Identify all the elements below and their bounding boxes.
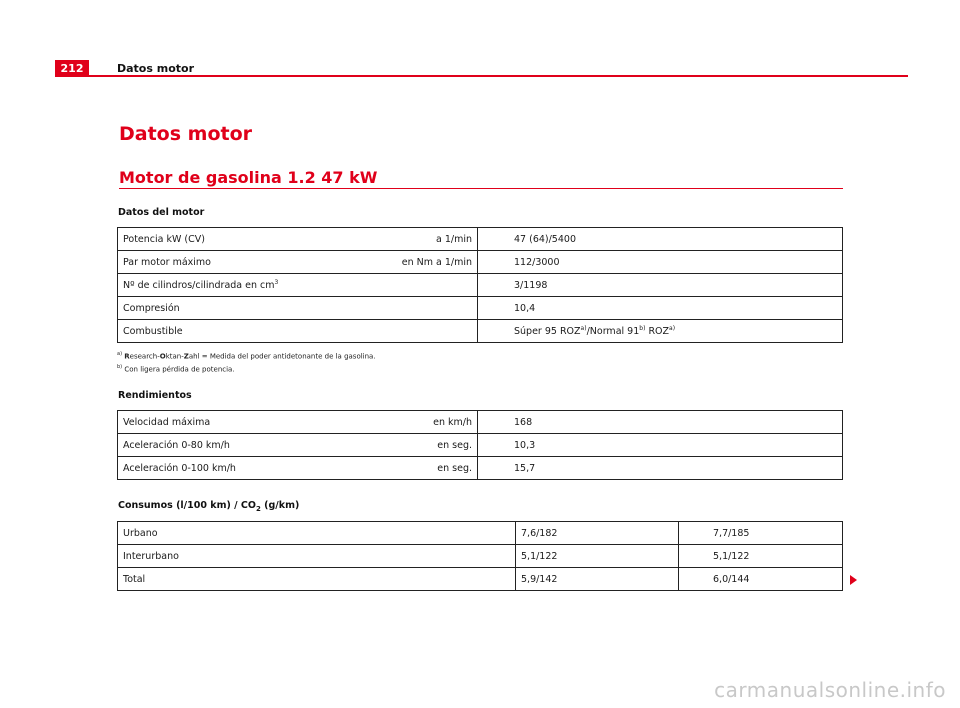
row-value: 7,6/182 xyxy=(516,522,679,545)
table-label-cell xyxy=(118,457,478,480)
table-label-cell xyxy=(118,411,478,434)
row-unit: en seg. xyxy=(437,439,472,451)
row-label: Potencia kW (CV) xyxy=(123,233,205,245)
footnote-ref: a) xyxy=(669,324,676,332)
footnote-b xyxy=(117,362,376,375)
page-header xyxy=(55,60,908,77)
row-value: 5,9/142 xyxy=(516,568,679,591)
row-label: Par motor máximo xyxy=(123,256,211,268)
row-value: 168 xyxy=(478,411,843,434)
row-value: 6,0/144 xyxy=(679,568,843,591)
table-label-cell xyxy=(118,274,478,297)
footnote-mark: a) xyxy=(117,351,123,357)
table-label-cell xyxy=(118,251,478,274)
footnote-text: ktan- xyxy=(165,352,184,361)
table-row xyxy=(118,434,843,457)
section-title: Motor de gasolina 1.2 47 kW xyxy=(119,168,378,187)
consumption-table xyxy=(117,521,843,591)
table-row xyxy=(118,297,843,320)
row-value: 15,7 xyxy=(478,457,843,480)
row-value: 5,1/122 xyxy=(679,545,843,568)
row-label: Compresión xyxy=(123,302,180,314)
fuel-value-b: /Normal 91 xyxy=(586,326,640,338)
row-value: 112/3000 xyxy=(478,251,843,274)
footnote-text: ahl = Medida del poder antidetonante de la gasolina. xyxy=(188,352,376,361)
row-label: Total xyxy=(118,568,516,591)
table-row xyxy=(118,522,843,545)
row-label: Interurbano xyxy=(118,545,516,568)
row-value: 10,3 xyxy=(478,434,843,457)
consumption-heading-text: Consumos (l/100 km) / CO xyxy=(118,500,256,511)
table-label-cell xyxy=(118,434,478,457)
row-label: Urbano xyxy=(118,522,516,545)
fuel-value-a: Súper 95 ROZ xyxy=(514,326,581,338)
fuel-value-c: ROZ xyxy=(645,326,670,338)
table-row xyxy=(118,568,843,591)
consumption-heading xyxy=(118,500,299,513)
footnote-ref: a) xyxy=(580,324,587,332)
triangle-right-icon[interactable] xyxy=(850,575,857,585)
row-value: 5,1/122 xyxy=(516,545,679,568)
footnote-text: esearch- xyxy=(129,352,160,361)
row-value: 7,7/185 xyxy=(679,522,843,545)
page-number: 212 xyxy=(55,60,89,77)
table-row xyxy=(118,545,843,568)
header-title: Datos motor xyxy=(117,62,195,75)
header-rule xyxy=(89,75,908,77)
table-row xyxy=(118,457,843,480)
table-row xyxy=(118,228,843,251)
row-label-sup: 3 xyxy=(274,278,279,286)
performance-heading: Rendimientos xyxy=(118,390,192,401)
row-unit: en Nm a 1/min xyxy=(401,256,472,268)
engine-data-heading: Datos del motor xyxy=(118,207,205,218)
engine-data-table xyxy=(117,227,843,343)
performance-table xyxy=(117,410,843,480)
table-row xyxy=(118,251,843,274)
row-label: Nº de cilindros/cilindrada en cm xyxy=(123,280,275,292)
footnotes xyxy=(117,349,376,376)
row-value: 3/1198 xyxy=(478,274,843,297)
row-label: Aceleración 0-100 km/h xyxy=(123,462,236,474)
footnote-bold-o: O xyxy=(159,352,166,361)
co2-subscript: 2 xyxy=(255,504,261,513)
row-unit: en km/h xyxy=(433,416,472,428)
footnote-a xyxy=(117,349,376,362)
table-row xyxy=(118,411,843,434)
row-unit: en seg. xyxy=(437,462,472,474)
footnote-bold-r: R xyxy=(124,352,130,361)
footnote-bold-z: Z xyxy=(183,352,189,361)
table-label-cell xyxy=(118,320,478,343)
section-rule xyxy=(119,188,843,189)
row-label: Aceleración 0-80 km/h xyxy=(123,439,230,451)
footnote-ref: b) xyxy=(639,324,646,332)
footnote-text: Con ligera pérdida de potencia. xyxy=(124,365,235,374)
row-label: Velocidad máxima xyxy=(123,416,211,428)
table-label-cell xyxy=(118,228,478,251)
row-value: 10,4 xyxy=(478,297,843,320)
row-value xyxy=(478,320,843,343)
watermark: carmanualsonline.info xyxy=(714,678,946,702)
row-value: 47 (64)/5400 xyxy=(478,228,843,251)
table-row xyxy=(118,320,843,343)
consumption-heading-unit: (g/km) xyxy=(260,500,300,511)
chapter-title: Datos motor xyxy=(119,123,253,145)
row-label: Combustible xyxy=(123,325,183,337)
table-label-cell xyxy=(118,297,478,320)
row-unit: a 1/min xyxy=(435,233,472,245)
footnote-mark: b) xyxy=(117,364,123,371)
table-row xyxy=(118,274,843,297)
